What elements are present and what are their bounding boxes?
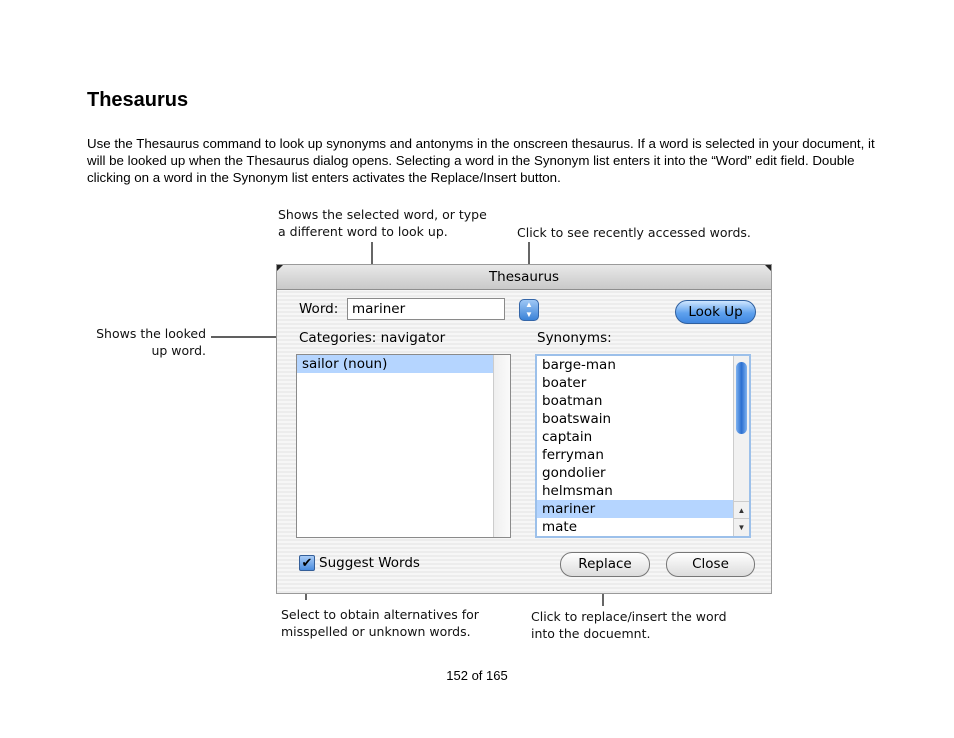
scrollbar-thumb[interactable] bbox=[736, 362, 747, 434]
categories-list[interactable] bbox=[296, 354, 511, 538]
look-up-button[interactable]: Look Up bbox=[675, 300, 756, 324]
synonyms-scrollbar[interactable] bbox=[733, 356, 749, 536]
replace-button[interactable]: Replace bbox=[560, 552, 650, 577]
callout-recent: Click to see recently accessed words. bbox=[517, 225, 751, 240]
callout-line: into the docuemnt. bbox=[531, 626, 651, 641]
synonym-item[interactable]: captain bbox=[542, 429, 593, 445]
callout-line: Shows the selected word, or type bbox=[278, 207, 487, 222]
suggest-words-label: Suggest Words bbox=[319, 555, 420, 571]
word-input[interactable] bbox=[347, 298, 505, 320]
synonym-item[interactable]: ferryman bbox=[542, 447, 604, 463]
intro-paragraph: Use the Thesaurus command to look up synonyms and antonyms in the onscreen thesaurus. If a word is selected in your document, it will be looked up when the Thesaurus dialog opens. Selecting a word in the Synonym list enters it into the “Word” edit field. Double clicking on a word in the Synonym list enters activates the Replace/Insert button. bbox=[87, 136, 875, 185]
page-number: 152 of 165 bbox=[446, 668, 508, 683]
word-label: Word: bbox=[299, 301, 339, 317]
callout-line: misspelled or unknown words. bbox=[281, 624, 471, 639]
categories-value: navigator bbox=[380, 330, 446, 346]
callout-line: up word. bbox=[151, 343, 206, 358]
thesaurus-dialog bbox=[276, 264, 772, 594]
categories-heading bbox=[299, 330, 445, 346]
window-corner-right bbox=[765, 265, 771, 271]
synonyms-label: Synonyms: bbox=[537, 330, 612, 346]
callout-line: Click to replace/insert the word bbox=[531, 609, 727, 624]
close-button[interactable]: Close bbox=[666, 552, 755, 577]
checkmark-icon: ✔ bbox=[301, 555, 313, 570]
synonym-item-selected[interactable]: mariner bbox=[537, 500, 733, 518]
scroll-up-arrow-icon[interactable]: ▲ bbox=[734, 501, 749, 519]
synonym-item[interactable]: mate bbox=[542, 519, 578, 535]
category-item[interactable]: sailor (noun) bbox=[297, 355, 493, 373]
synonyms-list[interactable] bbox=[535, 354, 751, 538]
categories-label: Categories: bbox=[299, 330, 377, 346]
synonym-item[interactable]: boater bbox=[542, 375, 587, 391]
categories-scrollbar[interactable] bbox=[493, 355, 510, 537]
recent-words-button[interactable] bbox=[519, 299, 539, 321]
synonyms-rows bbox=[537, 356, 733, 536]
chevron-up-down-icon: ▲ ▼ bbox=[525, 300, 533, 319]
window-corner-left bbox=[277, 265, 283, 271]
callout-line: Select to obtain alternatives for bbox=[281, 607, 479, 622]
synonym-item[interactable]: gondolier bbox=[542, 465, 606, 481]
section-title: Thesaurus bbox=[87, 89, 189, 111]
synonym-item[interactable]: boatman bbox=[542, 393, 603, 409]
scroll-down-arrow-icon[interactable]: ▼ bbox=[734, 518, 749, 536]
callout-line: Shows the looked bbox=[96, 326, 206, 341]
synonym-item[interactable]: barge-man bbox=[542, 357, 616, 373]
callout-line: a different word to look up. bbox=[278, 224, 448, 239]
suggest-words-checkbox[interactable] bbox=[299, 555, 315, 571]
synonym-item[interactable]: boatswain bbox=[542, 411, 612, 427]
dialog-titlebar[interactable]: Thesaurus bbox=[277, 265, 771, 290]
synonym-item[interactable]: helmsman bbox=[542, 483, 613, 499]
